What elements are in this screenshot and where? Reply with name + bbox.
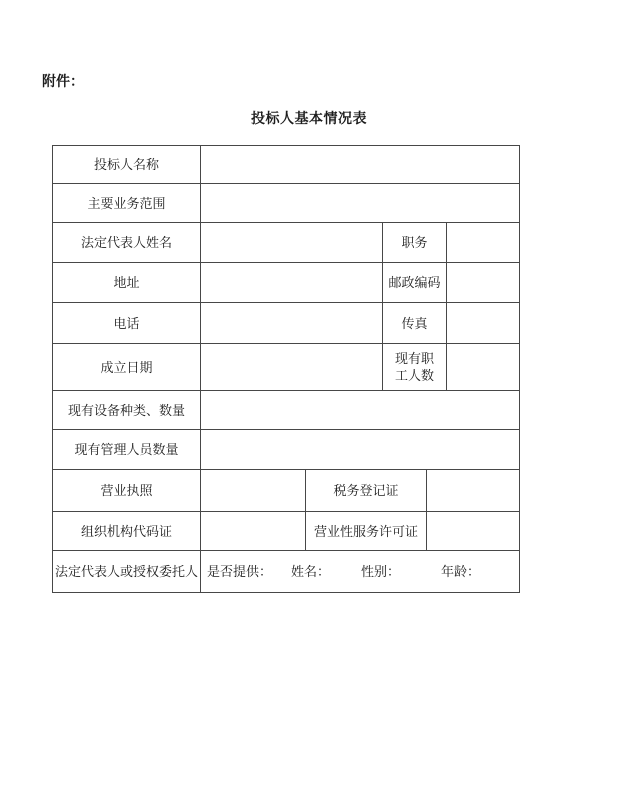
sub-label-service-permit: 营业性服务许可证	[306, 512, 427, 551]
table-row	[53, 551, 520, 593]
sub-label-staff-count	[383, 344, 447, 391]
address-input-cell[interactable]	[201, 263, 383, 303]
field-age: 年龄：	[441, 564, 481, 579]
establish-date-input-cell[interactable]	[201, 344, 383, 391]
legal-rep-or-agent-fields-cell[interactable]	[201, 551, 520, 593]
tax-cert-input-cell[interactable]	[427, 470, 520, 512]
sub-label-fax: 传真	[383, 303, 447, 344]
row-label-establish-date: 成立日期	[53, 344, 201, 391]
page-title: 投标人基本情况表	[251, 112, 367, 127]
row-label-legal-rep-name: 法定代表人姓名	[53, 223, 201, 263]
row-label-org-code-cert: 组织机构代码证	[53, 512, 201, 551]
table-row	[53, 184, 520, 223]
table-row	[53, 512, 520, 551]
equipment-input-cell[interactable]	[201, 391, 520, 430]
table-row	[53, 303, 520, 344]
field-gender: 性别：	[361, 564, 401, 579]
row-label-management-count: 现有管理人员数量	[53, 430, 201, 470]
sub-label-position: 职务	[383, 223, 447, 263]
row-label-legal-rep-or-agent: 法定代表人或授权委托人	[53, 551, 201, 593]
business-scope-input-cell[interactable]	[201, 184, 520, 223]
attachment-label: 附件：	[42, 75, 84, 90]
bidder-info-table	[52, 145, 520, 593]
table-row	[53, 470, 520, 512]
business-license-input-cell[interactable]	[201, 470, 306, 512]
bidder-name-input-cell[interactable]	[201, 146, 520, 184]
row-label-bidder-name: 投标人名称	[53, 146, 201, 184]
row-label-business-scope: 主要业务范围	[53, 184, 201, 223]
table-row	[53, 263, 520, 303]
row-label-equipment: 现有设备种类、数量	[53, 391, 201, 430]
row-label-business-license: 营业执照	[53, 470, 201, 512]
field-name: 姓名：	[291, 564, 331, 579]
staff-count-label-text: 现有职工人数	[394, 351, 434, 383]
table-row	[53, 430, 520, 470]
table-row	[53, 223, 520, 263]
legal-rep-name-input-cell[interactable]	[201, 223, 383, 263]
org-code-cert-input-cell[interactable]	[201, 512, 306, 551]
staff-count-input-cell[interactable]	[447, 344, 520, 391]
table-row	[53, 391, 520, 430]
fields-row	[201, 563, 519, 580]
phone-input-cell[interactable]	[201, 303, 383, 344]
service-permit-input-cell[interactable]	[427, 512, 520, 551]
sub-label-tax-cert: 税务登记证	[306, 470, 427, 512]
row-label-address: 地址	[53, 263, 201, 303]
sub-label-postal-code: 邮政编码	[383, 263, 447, 303]
table-row	[53, 344, 520, 391]
position-input-cell[interactable]	[447, 223, 520, 263]
management-count-input-cell[interactable]	[201, 430, 520, 470]
postal-code-input-cell[interactable]	[447, 263, 520, 303]
table-row	[53, 146, 520, 184]
row-label-phone: 电话	[53, 303, 201, 344]
field-provided: 是否提供：	[207, 564, 273, 579]
fax-input-cell[interactable]	[447, 303, 520, 344]
